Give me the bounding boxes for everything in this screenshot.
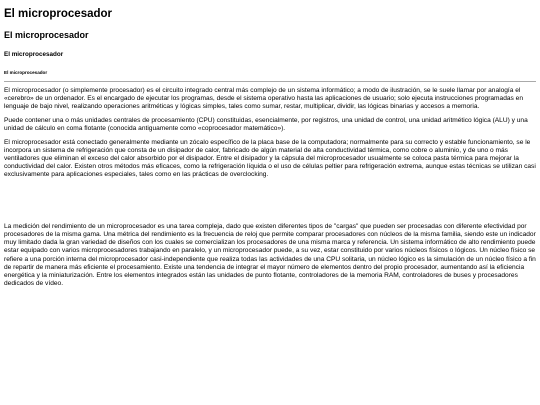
- horizontal-divider: [4, 81, 536, 82]
- heading-level-2: El microprocesador: [4, 30, 89, 41]
- paragraph-performance: La medición del rendimiento de un microprocesador es una tarea compleja, dado que existen diferentes tipos de "cargas" que pueden ser procesadas con diferente efectividad por procesadores de la misma gama. Una métrica del rendimiento es la frecuencia de reloj que permite comparar procesadores con núcleos de la misma familia, siendo este un indicador muy limitado dada la gran variedad de diseños con los cuales se comercializan los procesadores de una misma marca y referencia. Un sistema informático de alto rendimiento puede estar equipado con varios microprocesadores trabajando en paralelo, y un microprocesador puede, a su vez, estar constituido por varios núcleos físicos o lógicos. Un núcleo físico se refiere a una porción interna del microprocesador casi-independiente que realiza todas las actividades de una CPU solitaria, un núcleo lógico es la simulación de un núcleo físico a fin de repartir de manera más eficiente el procesamiento. Existe una tendencia de integrar el mayor número de elementos dentro del propio procesador, aumentando así la eficiencia energética y la miniaturización. Entre los elementos integrados están las unidades de punto flotante, controladores de la memoria RAM, controladores de buses y procesadores dedicados de vídeo.: [4, 223, 536, 287]
- heading-level-1: El microprocesador: [4, 8, 113, 20]
- heading-level-4: El microprocesador: [4, 69, 48, 75]
- paragraph-cooling: El microprocesador está conectado generalmente mediante un zócalo específico de la placa base de la computadora; normalmente para su correcto y estable funcionamiento, se le incorpora un sistema de refrigeración que consta de un disipador de calor, fabricado de algún material de alta conductividad térmica, como cobre o aluminio, y de uno o más ventiladores que eliminan el exceso del calor absorbido por el disipador. Entre el disipador y la cápsula del microprocesador usualmente se coloca pasta térmica para mejorar la conductividad del calor. Existen otros métodos más eficaces, como la refrigeración líquida o el uso de células peltier para refrigeración extrema, aunque estas técnicas se utilizan casi exclusivamente para aplicaciones especiales, tales como en las prácticas de overclocking.: [4, 139, 536, 179]
- document-page: [4, 8, 536, 294]
- paragraph-intro: El microprocesador (o simplemente procesador) es el circuito integrado central más complejo de un sistema informático; a modo de ilustración, se le suele llamar por analogía el «cerebro» de un ordenador. Es el encargado de ejecutar los programas, desde el sistema operativo hasta las aplicaciones de usuario; solo ejecuta instrucciones programadas en lenguaje de bajo nivel, realizando operaciones aritméticas y lógicas simples, tales como sumar, restar, multiplicar, dividir, las lógicas binarias y accesos a memoria.: [4, 87, 524, 111]
- heading-level-3: El microprocesador: [4, 50, 64, 58]
- blank-space: [4, 185, 536, 223]
- paragraph-cpu-units: Puede contener una o más unidades centrales de procesamiento (CPU) constituidas, esencialmente, por registros, una unidad de control, una unidad aritmético lógica (ALU) y una unidad de cálculo en coma flotante (conocida antiguamente como «coprocesador matemático»).: [4, 117, 528, 133]
